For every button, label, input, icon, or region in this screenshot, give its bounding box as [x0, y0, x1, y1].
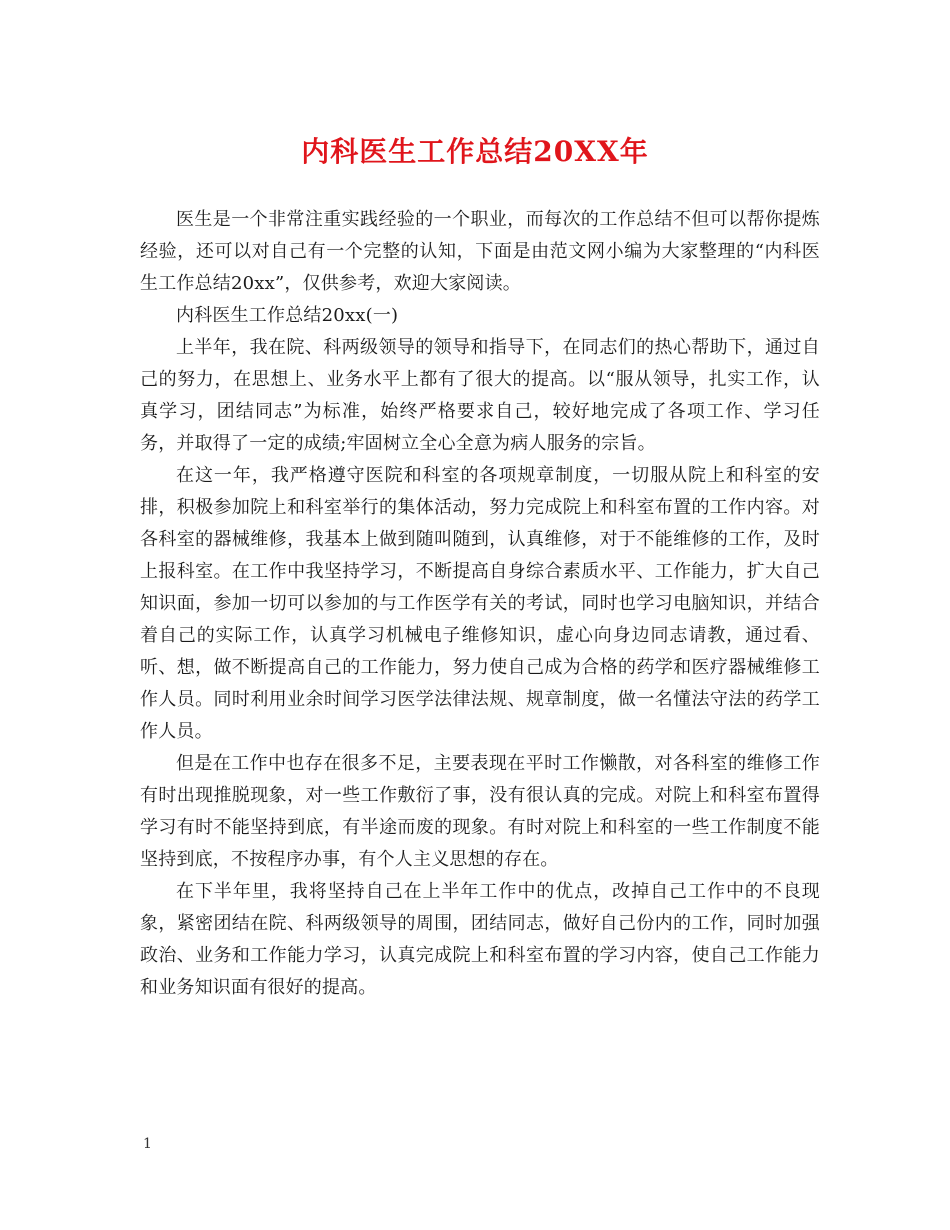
- document-title: 内科医生工作总结20XX年: [301, 135, 649, 168]
- intro-paragraph: 医生是一个非常注重实践经验的一个职业，而每次的工作总结不但可以帮你提炼经验，还可以对自己有一个完整的认知，下面是由范文网小编为大家整理的“内科医生工作总结20xx”，仅供参考，欢迎大家阅读。: [140, 209, 820, 294]
- document-body: [140, 204, 820, 1004]
- body-paragraph: 在下半年里，我将坚持自己在上半年工作中的优点，改掉自己工作中的不良现象，紧密团结在院、科两级领导的周围，团结同志，做好自己份内的工作，同时加强政治、业务和工作能力学习，认真完成院上和科室布置的学习内容，使自己工作能力和业务知识面有很好的提高。: [140, 881, 820, 998]
- body-paragraph: 但是在工作中也存在很多不足，主要表现在平时工作懒散，对各科室的维修工作有时出现推脱现象，对一些工作敷衍了事，没有很认真的完成。对院上和科室布置得学习有时不能坚持到底，有半途而废的现象。有时对院上和科室的一些工作制度不能坚持到底，不按程序办事，有个人主义思想的存在。: [140, 753, 820, 870]
- page-number: 1: [143, 1136, 152, 1152]
- body-paragraph: 在这一年，我严格遵守医院和科室的各项规章制度，一切服从院上和科室的安排，积极参加院上和科室举行的集体活动，努力完成院上和科室布置的工作内容。对各科室的器械维修，我基本上做到随叫随到，认真维修，对于不能维修的工作，及时上报科室。在工作中我坚持学习，不断提高自身综合素质水平、工作能力，扩大自己知识面，参加一切可以参加的与工作医学有关的考试，同时也学习电脑知识，并结合着自己的实际工作，认真学习机械电子维修知识，虚心向身边同志请教，通过看、听、想，做不断提高自己的工作能力，努力使自己成为合格的药学和医疗器械维修工作人员。同时利用业余时间学习医学法律法规、规章制度，做一名懂法守法的药学工作人员。: [140, 465, 820, 742]
- section-heading: 内科医生工作总结20xx(一): [176, 305, 399, 326]
- body-paragraph: 上半年，我在院、科两级领导的领导和指导下，在同志们的热心帮助下，通过自己的努力，在思想上、业务水平上都有了很大的提高。以“服从领导，扎实工作，认真学习，团结同志”为标准，始终严格要求自己，较好地完成了各项工作、学习任务，并取得了一定的成绩;牢固树立全心全意为病人服务的宗旨。: [140, 337, 820, 454]
